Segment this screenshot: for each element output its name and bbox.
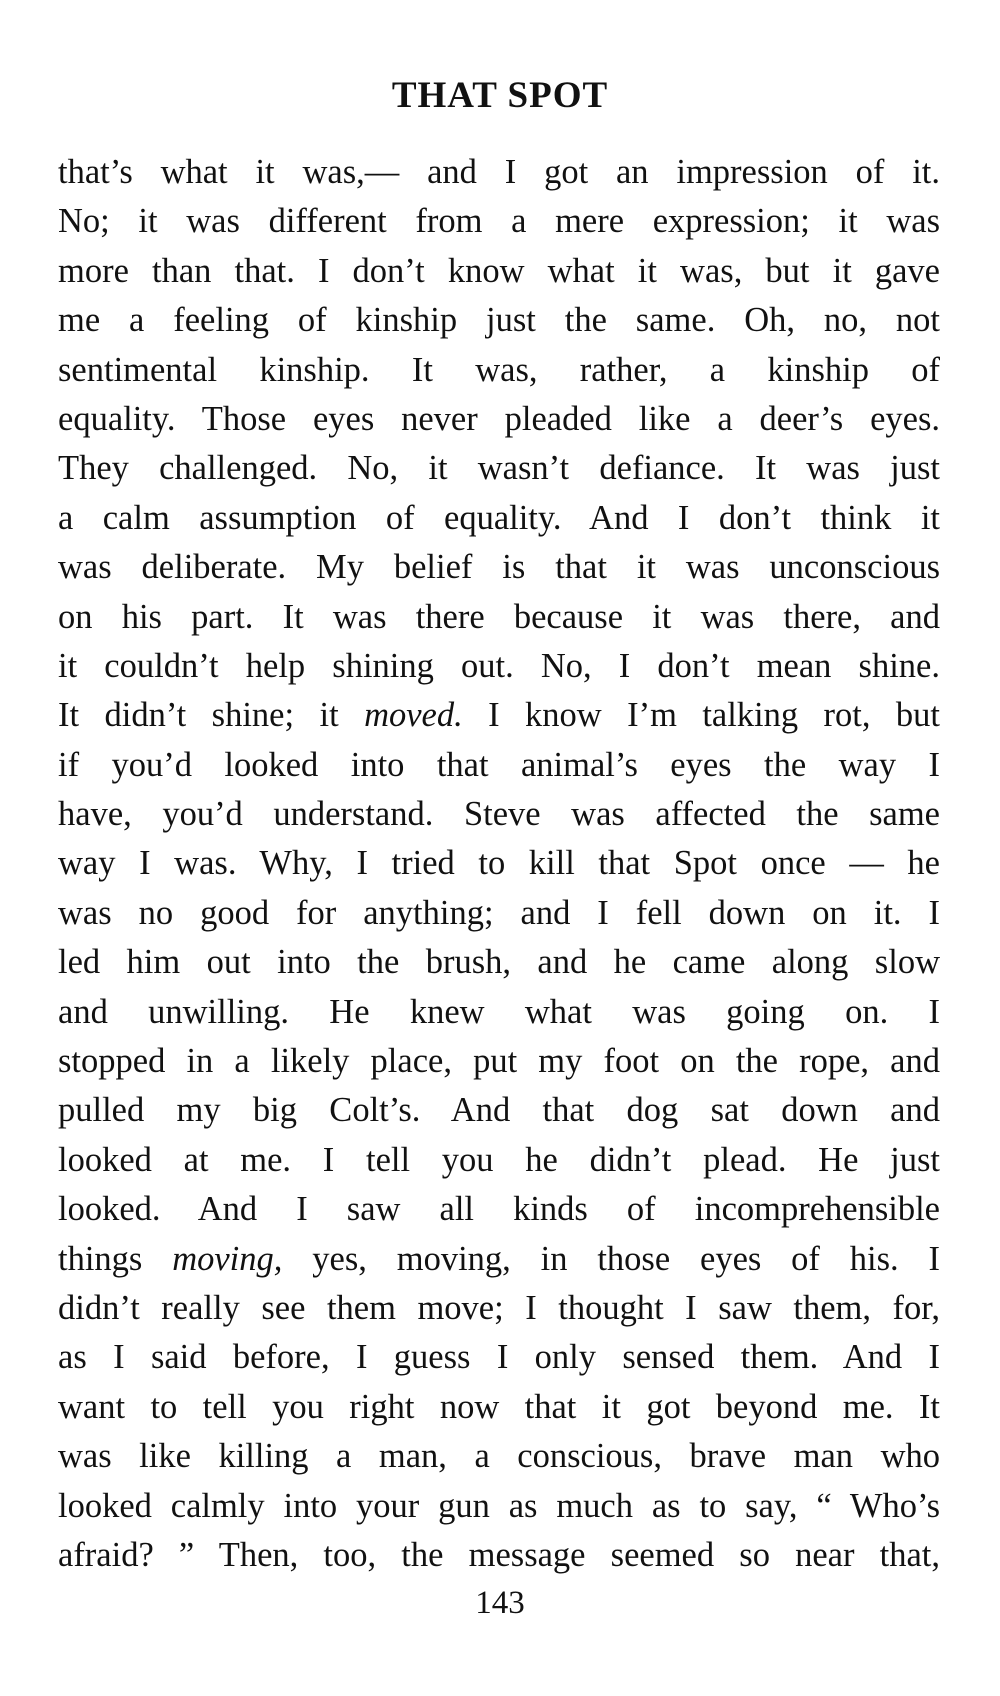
text-line: way I was. Why, I tried to kill that Spot once — he <box>58 844 940 883</box>
text-line: stopped in a likely place, put my foot on the rope, and <box>58 1042 940 1081</box>
text-line: It didn’t shine; it moved. I know I’m talking rot, but <box>58 696 940 735</box>
text-line: looked calmly into your gun as much as to say, “ Who’s <box>58 1486 940 1525</box>
text-line: it couldn’t help shining out. No, I don’t mean shine. <box>58 646 940 685</box>
text-line: was no good for anything; and I fell down on it. I <box>58 893 940 932</box>
text-line: on his part. It was there because it was there, and <box>58 597 940 636</box>
text-line: as I said before, I guess I only sensed them. And I <box>58 1338 940 1377</box>
text-line: equality. Those eyes never pleaded like a deer’s eyes. <box>58 399 940 438</box>
text-line: led him out into the brush, and he came along slow <box>58 943 940 982</box>
text-line: afraid? ” Then, too, the message seemed so near that, <box>58 1535 940 1574</box>
running-head: THAT SPOT <box>391 75 609 116</box>
text-line: looked at me. I tell you he didn’t plead. He just <box>58 1140 940 1179</box>
text-line: sentimental kinship. It was, rather, a kinship of <box>58 350 940 389</box>
body-text <box>58 148 940 1580</box>
text-line: if you’d looked into that animal’s eyes the way I <box>58 745 940 784</box>
text-line: me a feeling of kinship just the same. Oh, no, not <box>58 301 940 340</box>
page-number: 143 <box>475 1585 525 1621</box>
text-line: No; it was different from a mere expression; it was <box>58 202 940 241</box>
text-line: have, you’d understand. Steve was affected the same <box>58 795 940 834</box>
text-line: things moving, yes, moving, in those eyes of his. I <box>58 1239 940 1278</box>
text-line: was like killing a man, a conscious, brave man who <box>58 1437 940 1476</box>
text-line: a calm assumption of equality. And I don’t think it <box>58 498 940 537</box>
text-line: pulled my big Colt’s. And that dog sat down and <box>58 1091 940 1130</box>
text-line: didn’t really see them move; I thought I saw them, for, <box>58 1288 940 1327</box>
emphasis-text: moving, <box>172 1239 283 1278</box>
text-line: was deliberate. My belief is that it was unconscious <box>58 548 940 587</box>
text-line: They challenged. No, it wasn’t defiance. It was just <box>58 449 940 488</box>
text-line: more than that. I don’t know what it was, but it gave <box>58 251 940 290</box>
emphasis-text: moved. <box>364 696 463 735</box>
text-line: and unwilling. He knew what was going on. I <box>58 992 940 1031</box>
text-line: that’s what it was,— and I got an impression of it. <box>58 153 940 191</box>
text-line: looked. And I saw all kinds of incomprehensible <box>58 1190 940 1229</box>
text-line: want to tell you right now that it got beyond me. It <box>58 1387 940 1426</box>
